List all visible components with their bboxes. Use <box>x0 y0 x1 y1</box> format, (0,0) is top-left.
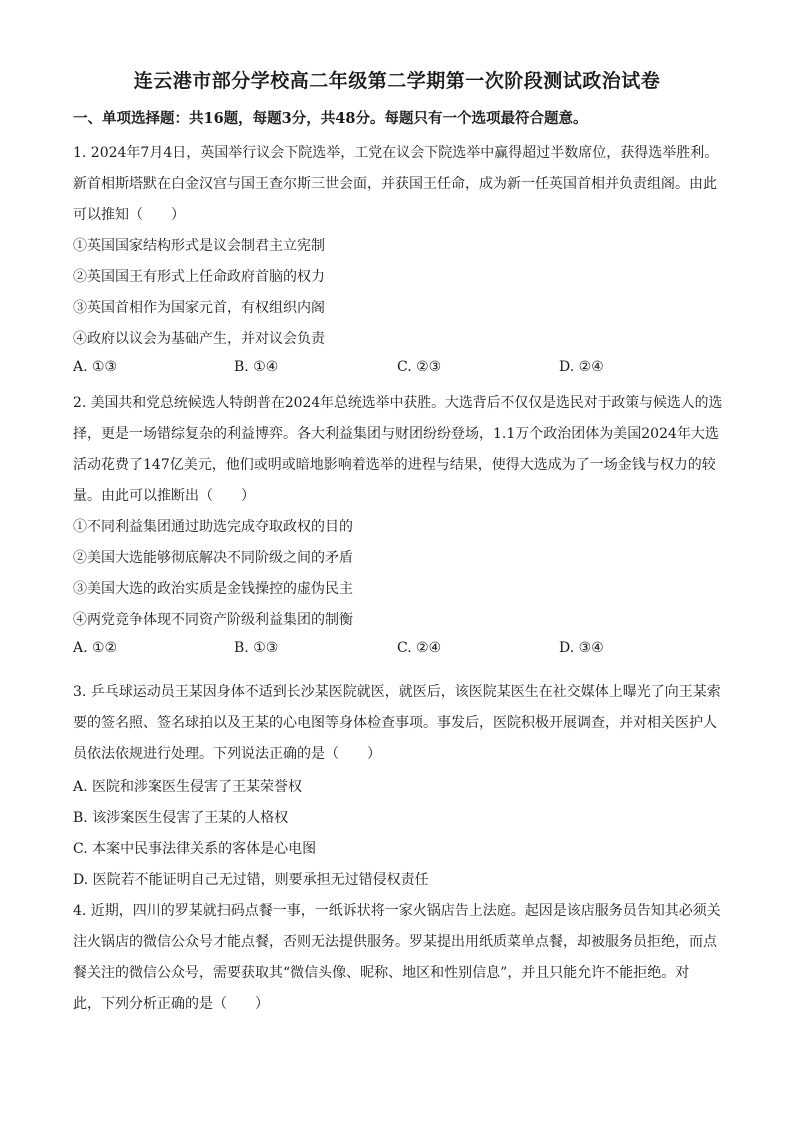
question-text-line: 4. 近期，四川的罗某就扫码点餐一事，一纸诉状将一家火锅店告上法庭。起因是该店服务员告知其必须关 <box>73 903 721 919</box>
statement: ②美国大选能够彻底解决不同阶级之间的矛盾 <box>73 550 353 566</box>
question-text-line: 可以推知（ ） <box>73 207 185 223</box>
question-text-line: 餐关注的微信公众号，需要获取其“微信头像、昵称、地区和性别信息”，并且只能允许不能拒绝。对 <box>73 965 690 981</box>
option-b: B. ①③ <box>234 640 279 656</box>
question-text-line: 要的签名照、签名球拍以及王某的心电图等身体检查事项。事发后，医院积极开展调查，并对相关医护人 <box>73 715 717 731</box>
section-heading: 一、单项选择题：共16题，每题3分，共48分。每题只有一个选项最符合题意。 <box>73 110 588 127</box>
option-c: C. ②④ <box>397 640 442 656</box>
statement: ④两党竞争体现不同资产阶级利益集团的制衡 <box>73 612 353 628</box>
option-d: D. 医院若不能证明自己无过错，则要承担无过错侵权责任 <box>73 872 429 888</box>
option-c: C. 本案中民事法律关系的客体是心电图 <box>73 841 317 857</box>
statement: ④政府以议会为基础产生，并对议会负责 <box>73 331 325 347</box>
statement: ③英国首相作为国家元首，有权组织内阁 <box>73 300 325 316</box>
option-d: D. ②④ <box>559 359 604 375</box>
question-text-line: 2. 美国共和党总统候选人特朗普在2024年总统选举中获胜。大选背后不仅仅是选民对于政策与候选人的选 <box>73 395 723 411</box>
question-text-line: 1. 2024年7月4日，英国举行议会下院选举，工党在议会下院选举中赢得超过半数席位，获得选举胜利。 <box>73 145 719 161</box>
option-a: A. ①③ <box>73 359 118 375</box>
option-a: A. ①② <box>73 640 118 656</box>
statement: ①不同利益集团通过助选完成夺取政权的目的 <box>73 519 353 535</box>
option-b: B. ①④ <box>234 359 279 375</box>
option-a: A. 医院和涉案医生侵害了王某荣誉权 <box>73 779 303 795</box>
exam-title: 连云港市部分学校高二年级第二学期第一次阶段测试政治试卷 <box>133 70 661 92</box>
option-c: C. ②③ <box>397 359 442 375</box>
statement: ②英国国王有形式上任命政府首脑的权力 <box>73 269 325 285</box>
option-d: D. ③④ <box>559 640 604 656</box>
question-text-line: 员依法依规进行处理。下列说法正确的是（ ） <box>73 746 381 762</box>
statement: ③美国大选的政治实质是金钱操控的虚伪民主 <box>73 581 353 597</box>
question-text-line: 活动花费了147亿美元，他们或明或暗地影响着选举的进程与结果，使得大选成为了一场金钱与权力的较 <box>73 457 716 473</box>
question-text-line: 此，下列分析正确的是（ ） <box>73 996 269 1012</box>
option-b: B. 该涉案医生侵害了王某的人格权 <box>73 810 289 826</box>
question-text-line: 新首相斯塔默在白金汉宫与国王查尔斯三世会面，并获国王任命，成为新一任英国首相并负责组阁。由此 <box>73 176 717 192</box>
statement: ①英国国家结构形式是议会制君主立宪制 <box>73 238 325 254</box>
question-text-line: 择，更是一场错综复杂的利益博弈。各大利益集团与财团纷纷登场，1.1万个政治团体为美国2024年大选 <box>73 426 719 442</box>
question-text-line: 注火锅店的微信公众号才能点餐，否则无法提供服务。罗某提出用纸质菜单点餐，却被服务员拒绝，而点 <box>73 934 717 950</box>
question-text-line: 3. 乒乓球运动员王某因身体不适到长沙某医院就医，就医后，该医院某医生在社交媒体上曝光了向王某索 <box>73 684 721 700</box>
question-text-line: 量。由此可以推断出（ ） <box>73 488 255 504</box>
